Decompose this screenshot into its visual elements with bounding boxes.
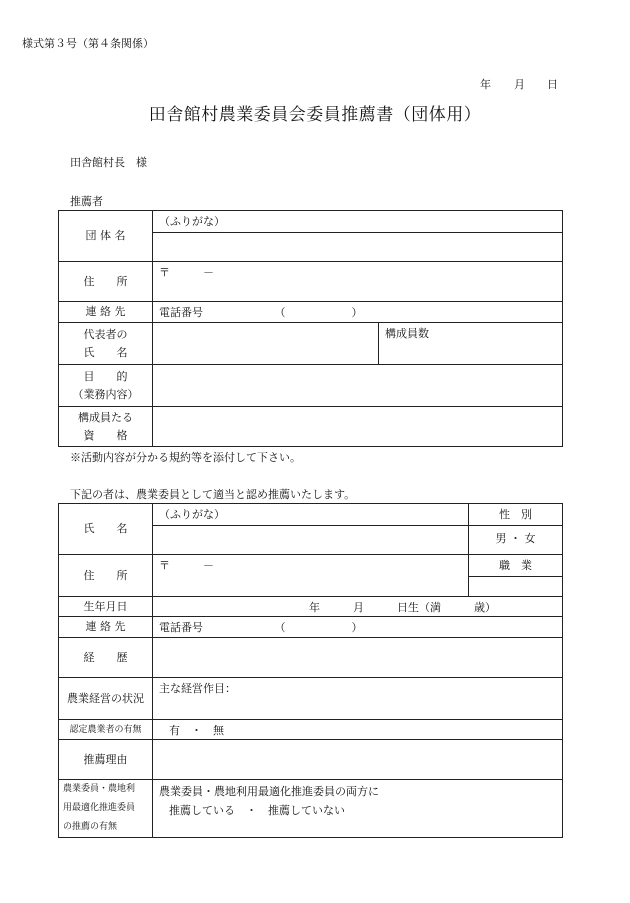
dual-options[interactable]: 推薦している ・ 推薦していない [169,804,345,817]
members-count-field[interactable] [379,323,563,365]
org-phone-text: 電話番号 （ ） [159,306,363,319]
addressee: 田舎館村長 様 [70,156,147,169]
qual-label-line1: 構成員たる [78,410,133,424]
org-furigana: （ふりがな） [159,215,225,228]
birthdate-text: 年 月 日生（満 歳） [309,600,496,614]
org-address-field[interactable] [153,262,563,302]
org-address-label: 住 所 [59,262,153,302]
recommender-table [58,210,563,447]
dual-nomination-field[interactable] [153,780,563,838]
dual-nomination-label [59,780,153,838]
gender-label: 性 別 [499,508,532,521]
purpose-label-line2: （業務内容） [72,387,139,401]
qualification-label [59,407,153,447]
nominee-phone-field[interactable] [153,617,563,638]
occupation-field[interactable] [469,576,562,596]
attachment-note: ※活動内容が分かる規約等を添付して下さい。 [70,451,301,464]
qual-label-line2: 資 格 [83,428,128,442]
qualification-field[interactable] [153,407,563,447]
certified-options[interactable]: 有 ・ 無 [169,723,224,737]
nominee-address-label: 住 所 [59,555,153,597]
nominee-table [58,503,563,838]
purpose-field[interactable] [153,365,563,407]
date-year: 年 [480,78,491,91]
nominee-name-label: 氏 名 [59,504,153,555]
nominee-furigana: （ふりがな） [159,508,225,521]
nominee-address-field[interactable] [153,555,469,597]
dual-label-line3: の推薦の有無 [63,822,118,832]
nominee-contact-label: 連 絡 先 [59,617,153,638]
org-name-label: 団 体 名 [59,211,153,262]
rep-name-label [59,323,153,365]
birthdate-field[interactable] [153,597,563,617]
dual-label-line1: 農業委員・農地利 [63,784,136,794]
postal-mark: 〒 － [159,266,214,279]
document-title: 田舎館村農業委員会委員推薦書（団体用） [148,105,482,125]
members-count-label: 構成員数 [385,327,429,340]
farm-status-field[interactable] [153,678,563,720]
rep-label-line1: 代表者の [83,327,128,341]
nominee-name-field[interactable] [153,525,468,554]
form-number: 様式第３号（第４条関係） [22,37,154,50]
rep-name-field[interactable] [153,323,379,365]
section1-heading: 推薦者 [70,195,103,208]
purpose-label-line1: 目 的 [83,369,128,383]
date-month: 月 [514,78,525,91]
gender-options[interactable]: 男 ・ 女 [469,525,562,552]
occupation-label: 職 業 [499,559,532,572]
farm-status-label: 農業経営の状況 [59,678,153,720]
section2-heading: 下記の者は、農業委員として適当と認め推薦いたします。 [70,488,356,501]
career-field[interactable] [153,638,563,678]
reason-field[interactable] [153,740,563,780]
birthdate-label: 生年月日 [59,597,153,617]
nominee-postal-mark: 〒 － [159,559,214,572]
career-label: 経 歴 [59,638,153,678]
org-name-field[interactable] [153,232,562,261]
nominee-phone-text: 電話番号 （ ） [159,621,363,634]
org-name-cell[interactable] [153,211,563,262]
date-day: 日 [547,78,558,91]
dual-label-line2: 用最適化推進委員 [63,803,136,813]
rep-label-line2: 氏 名 [83,345,128,359]
org-phone-field[interactable] [153,302,563,323]
certified-farmer-field[interactable] [153,720,563,740]
reason-label: 推薦理由 [59,740,153,780]
purpose-label [59,365,153,407]
dual-text-line1: 農業委員・農地利用最適化推進委員の両方に [159,785,379,798]
occupation-cell [469,555,563,597]
main-crops-label: 主な経営作目： [159,682,236,695]
nominee-name-cell[interactable] [153,504,469,555]
gender-cell [469,504,563,555]
certified-farmer-label: 認定農業者の有無 [59,720,153,740]
org-contact-label: 連 絡 先 [59,302,153,323]
